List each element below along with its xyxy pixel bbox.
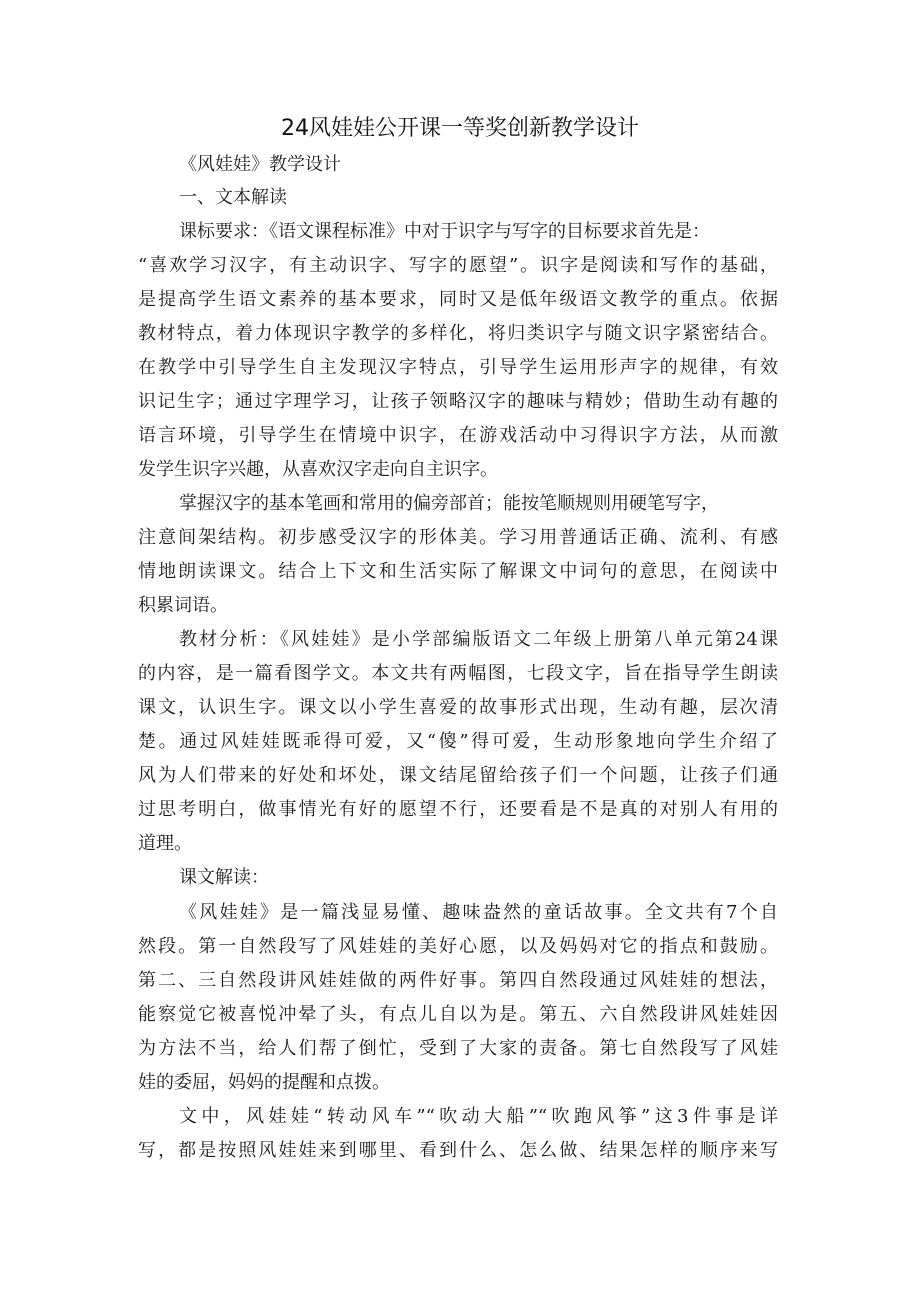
paragraph-line: 娃的委屈，妈妈的提醒和点拨。 [138, 1072, 390, 1093]
paragraph-line: 第二、三自然段讲风娃娃做的两件好事。第四自然段通过风娃娃的想法， [138, 970, 778, 991]
paragraph-line: 写，都是按照风娃娃来到哪里、看到什么、怎么做、结果怎样的顺序来写 [138, 1140, 778, 1161]
paragraph-line: 发学生识字兴趣，从喜欢汉字走向自主识字。 [138, 459, 498, 480]
paragraph-line: “喜欢学习汉字，有主动识字、写字的愿望”。识字是阅读和写作的基础， [138, 255, 778, 276]
paragraph-line: 为方法不当，给人们帮了倒忙，受到了大家的责备。第七自然段写了风娃 [138, 1038, 778, 1059]
paragraph-line: 课标要求：《语文课程标准》中对于识字与写字的目标要求首先是： [179, 221, 710, 242]
paragraph-line: 识记生字；通过字理学习，让孩子领略汉字的趣味与精妙；借助生动有趣的 [138, 391, 778, 412]
paragraph-line: 楚。通过风娃娃既乖得可爱，又“傻”得可爱，生动形象地向学生介绍了 [138, 731, 778, 752]
paragraph-line: 是提高学生语文素养的基本要求，同时又是低年级语文教学的重点。依据 [138, 289, 778, 310]
paragraph-line: 道理。 [138, 833, 192, 854]
paragraph-line: 语言环境，引导学生在情境中识字，在游戏活动中习得识字方法，从而激 [138, 425, 778, 446]
paragraph-line: 注意间架结构。初步感受汉字的形体美。学习用普通话正确、流利、有感 [138, 527, 778, 548]
paragraph-line: 情地朗读课文。结合上下文和生活实际了解课文中词句的意思，在阅读中 [138, 561, 778, 582]
paragraph-line: 风为人们带来的好处和坏处，课文结尾留给孩子们一个问题，让孩子们通 [138, 765, 778, 786]
paragraph-line: 《风娃娃》是一篇浅显易懂、趣味盎然的童话故事。全文共有7个自 [179, 902, 778, 923]
document-subtitle: 《风娃娃》教学设计 [179, 154, 341, 175]
paragraph-line: 能察觉它被喜悦冲晕了头，有点儿自以为是。第五、六自然段讲风娃娃因 [138, 1004, 778, 1025]
paragraph-line: 在教学中引导学生自主发现汉字特点，引导学生运用形声字的规律，有效 [138, 357, 778, 378]
paragraph-line: 积累词语。 [138, 595, 228, 616]
document-title: 24风娃娃公开课一等奖创新教学设计 [281, 116, 639, 141]
paragraph-line: 文中，风娃娃“转动风车”“吹动大船”“吹跑风筝”这3件事是详 [179, 1106, 778, 1127]
section-heading: 一、文本解读 [179, 187, 287, 208]
paragraph-line: 过思考明白，做事情光有好的愿望不行，还要看是不是真的对别人有用的 [138, 799, 778, 820]
paragraph-line: 课文，认识生字。课文以小学生喜爱的故事形式出现，生动有趣，层次清 [138, 697, 778, 718]
paragraph-line: 掌握汉字的基本笔画和常用的偏旁部首；能按笔顺规则用硬笔写字， [179, 493, 719, 514]
paragraph-line: 然段。第一自然段写了风娃娃的美好心愿，以及妈妈对它的指点和鼓励。 [138, 936, 778, 957]
paragraph-line: 教材特点，着力体现识字教学的多样化，将归类识字与随文识字紧密结合。 [138, 323, 778, 344]
section-subheading: 课文解读： [179, 867, 269, 888]
paragraph-line: 的内容，是一篇看图学文。本文共有两幅图，七段文字，旨在指导学生朗读 [138, 663, 778, 684]
paragraph-line: 教材分析：《风娃娃》是小学部编版语文二年级上册第八单元第24课 [179, 629, 778, 650]
